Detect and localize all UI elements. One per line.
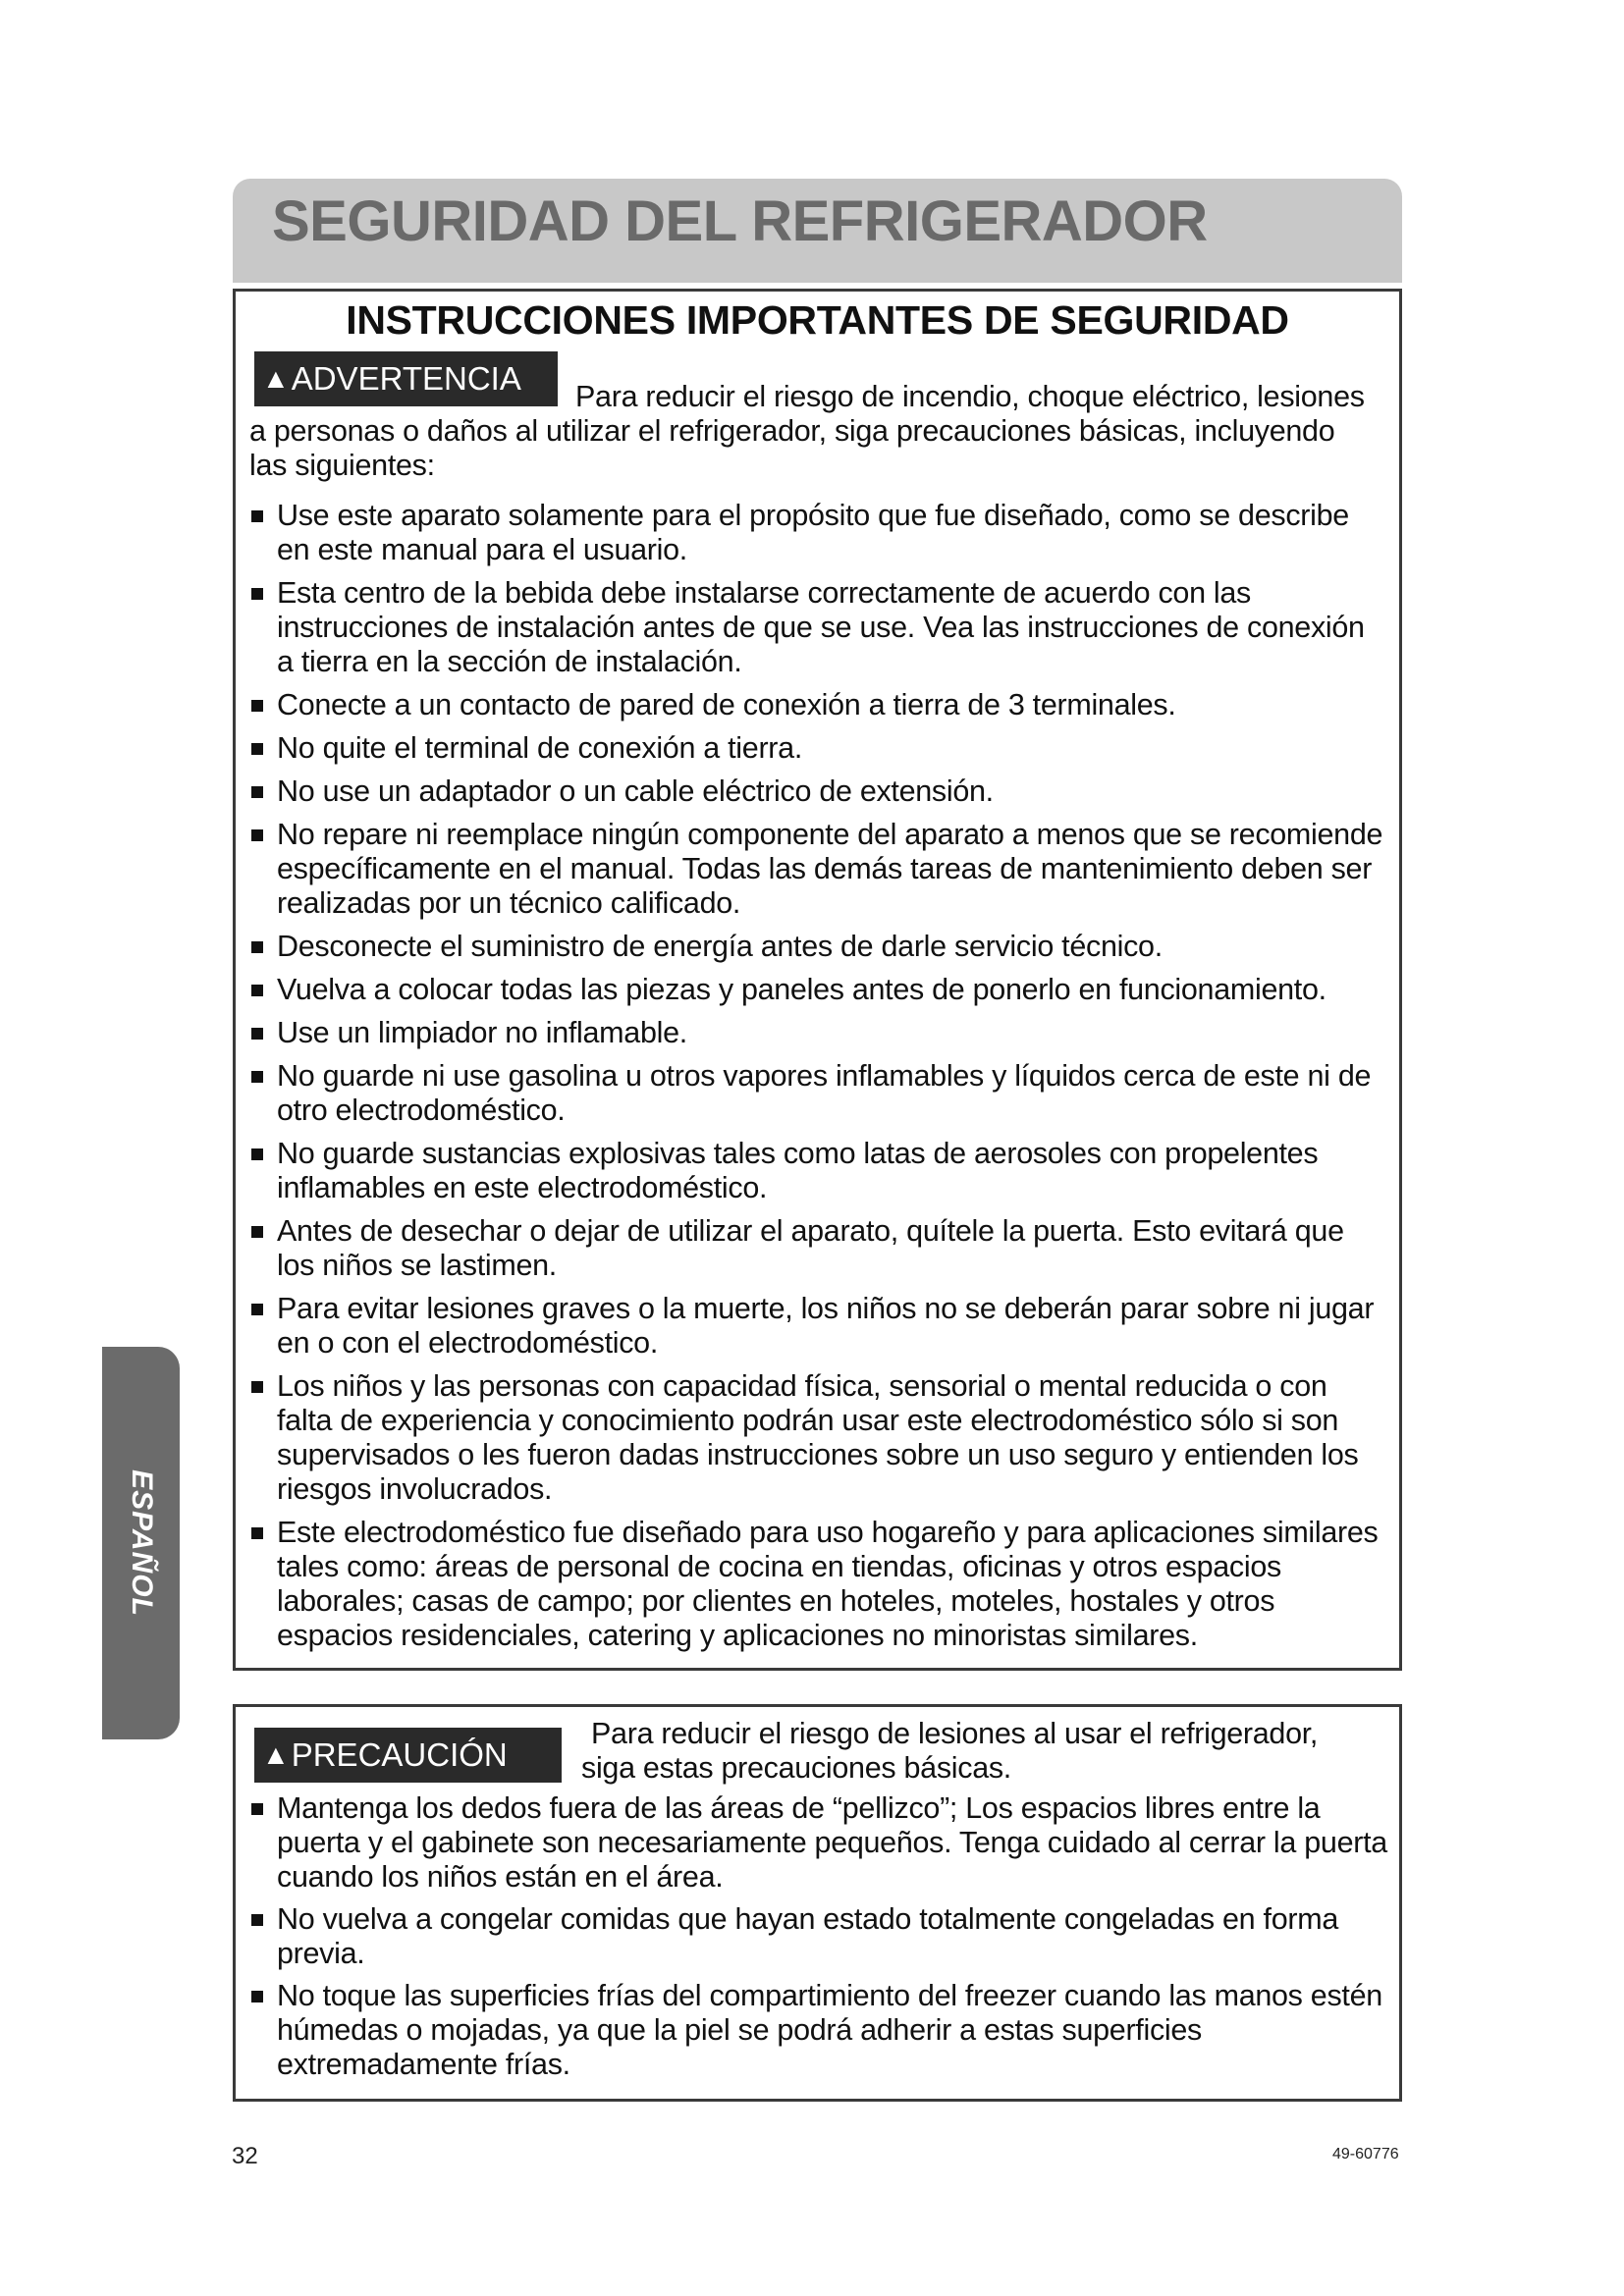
section-header [233,179,1402,283]
list-item-text: Vuelva a colocar todas las piezas y paneles antes de ponerlo en funcionamiento. [277,973,1326,1006]
list-item [249,1369,1388,1507]
square-bullet-icon [251,588,263,600]
important-safety-instructions-box [233,289,1402,1671]
square-bullet-icon [251,1527,263,1539]
list-item [249,930,1388,964]
language-side-tab [102,1347,180,1739]
list-item-text: Use este aparato solamente para el propósito que fue diseñado, como se describe en este manual para el usuario. [277,499,1349,566]
list-item-text: No repare ni reemplace ningún componente del aparato a menos que se recomiende específicamente en el manual. Todas las demás tareas de mantenimiento deben ser realizadas por un técnico calificado. [277,818,1383,920]
list-item [249,1016,1388,1050]
list-item-text: No guarde ni use gasolina u otros vapores inflamables y líquidos cerca de este ni de otro electrodoméstico. [277,1059,1372,1127]
list-item-text: Use un limpiador no inflamable. [277,1016,687,1049]
document-code: 49-60776 [1332,2146,1399,2163]
list-item-text: Antes de desechar o dejar de utilizar el aparato, quítele la puerta. Esto evitará que los niños se lastimen. [277,1214,1344,1282]
list-item-text: Los niños y las personas con capacidad física, sensorial o mental reducida o con falta de experiencia y conocimiento podrán usar este electrodoméstico sólo si son supervisados o les fueron dadas instrucciones sobre un uso seguro y entienden los riesgos involucrados. [277,1369,1359,1506]
list-item-text: No guarde sustancias explosivas tales como latas de aerosoles con propelentes inflamables en este electrodoméstico. [277,1137,1319,1204]
list-item [249,1059,1388,1128]
list-item [249,731,1388,766]
caution-intro [249,1717,1379,1786]
list-item [249,1137,1388,1205]
list-item [249,1791,1388,1895]
warning-label: ADVERTENCIA [291,360,521,397]
list-item [249,1292,1388,1361]
list-item-text: No use un adaptador o un cable eléctrico de extensión. [277,774,994,808]
language-label: ESPAÑOL [125,1469,158,1617]
caution-label: PRECAUCIÓN [291,1736,508,1773]
square-bullet-icon [251,1226,263,1238]
caution-intro-line1: Para reducir el riesgo de lesiones al usar el refrigerador, [591,1717,1319,1750]
list-item-text: Conecte a un contacto de pared de conexión a tierra de 3 terminales. [277,688,1176,721]
warning-list [249,499,1388,1662]
list-item-text: No quite el terminal de conexión a tierra. [277,731,803,765]
square-bullet-icon [251,700,263,712]
list-item [249,774,1388,809]
square-bullet-icon [251,1028,263,1040]
list-item [249,688,1388,722]
page-number: 32 [232,2143,258,2169]
square-bullet-icon [251,1803,263,1815]
caution-intro-line2: siga estas precauciones básicas. [581,1751,1011,1785]
square-bullet-icon [251,985,263,996]
square-bullet-icon [251,1381,263,1393]
list-item-text: Mantenga los dedos fuera de las áreas de “pellizco”; Los espacios libres entre la puerta y el gabinete son necesariamente pequeños. Tenga cuidado al cerrar la puerta cuando los niños están en el área. [277,1791,1387,1894]
page-title: SEGURIDAD DEL REFRIGERADOR [272,189,1208,253]
square-bullet-icon [251,1148,263,1160]
list-item-text: Para evitar lesiones graves o la muerte, los niños no se deberán parar sobre ni jugar en o con el electrodoméstico. [277,1292,1375,1360]
warning-triangle-icon: ▲ [262,1739,290,1770]
list-item [249,576,1388,679]
list-item-text: Este electrodoméstico fue diseñado para uso hogareño y para aplicaciones similares tales como: áreas de personal de cocina en tiendas, oficinas y otros espacios laborales; casas de campo; por clientes en hoteles, moteles, hostales y otros espacios residenciales, catering y aplicaciones no minoristas similares. [277,1516,1379,1652]
list-item [249,973,1388,1007]
square-bullet-icon [251,1304,263,1315]
square-bullet-icon [251,829,263,841]
square-bullet-icon [251,1991,263,2002]
square-bullet-icon [251,1071,263,1083]
square-bullet-icon [251,743,263,755]
square-bullet-icon [251,941,263,953]
list-item [249,499,1388,567]
caution-box [233,1704,1402,2102]
list-item [249,818,1388,921]
list-item [249,1214,1388,1283]
warning-triangle-icon: ▲ [262,363,290,394]
section-title: INSTRUCCIONES IMPORTANTES DE SEGURIDAD [346,297,1289,343]
list-item-text: No vuelva a congelar comidas que hayan estado totalmente congeladas en forma previa. [277,1902,1338,1970]
list-item [249,1979,1388,2082]
square-bullet-icon [251,1914,263,1926]
list-item-text: Esta centro de la bebida debe instalarse correctamente de acuerdo con las instrucciones de instalación antes de que se use. Vea las instrucciones de conexión a tierra en la sección de instalación. [277,576,1365,678]
list-item-text: No toque las superficies frías del compartimiento del freezer cuando las manos estén húmedas o mojadas, ya que la piel se podrá adherir a estas superficies extremadamente frías. [277,1979,1382,2081]
square-bullet-icon [251,786,263,798]
list-item [249,1902,1388,1971]
list-item-text: Desconecte el suministro de energía antes de darle servicio técnico. [277,930,1163,963]
warning-intro: Para reducir el riesgo de incendio, choque eléctrico, lesiones a personas o daños al utilizar el refrigerador, siga precauciones básicas, incluyendo las siguientes: [249,380,1365,482]
square-bullet-icon [251,510,263,522]
caution-list [249,1791,1388,2090]
list-item [249,1516,1388,1653]
